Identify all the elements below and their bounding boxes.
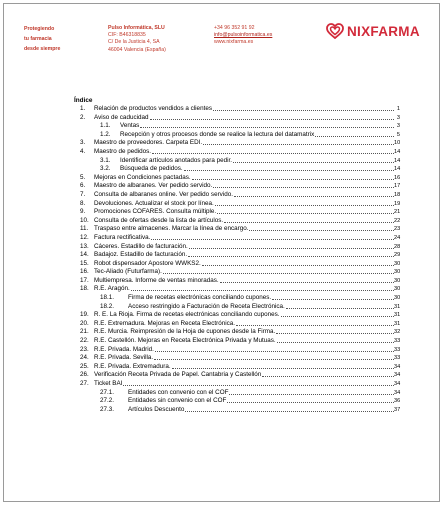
toc-entry[interactable] xyxy=(74,251,400,260)
toc-entry-number: 18.1. xyxy=(100,294,115,302)
toc-entry[interactable] xyxy=(74,328,400,337)
toc-entry[interactable] xyxy=(74,380,400,389)
contact-email-link[interactable]: info@pulsoinformatica.es xyxy=(214,32,273,39)
toc-entry[interactable] xyxy=(74,320,400,329)
toc-leader-dots xyxy=(163,273,394,274)
toc-entry[interactable] xyxy=(74,114,400,123)
toc-entry-number: 3.1. xyxy=(100,156,111,164)
toc-entry-number: 6. xyxy=(80,182,86,190)
toc-leader-dots xyxy=(123,385,394,386)
toc-entry[interactable] xyxy=(74,277,400,286)
toc-entry[interactable] xyxy=(74,191,400,200)
toc-entry-page: 30 xyxy=(394,286,401,293)
toc-entry-page: 30 xyxy=(394,277,401,284)
toc-entry-number: 16. xyxy=(80,268,89,276)
toc-entry-number: 2. xyxy=(80,113,86,121)
toc-leader-dots xyxy=(202,265,394,266)
toc-leader-dots xyxy=(272,299,394,300)
toc-entry-page: 18 xyxy=(394,191,401,198)
toc-entry[interactable] xyxy=(74,139,400,148)
toc-entry-number: 20. xyxy=(80,319,89,327)
toc-entry[interactable] xyxy=(74,157,400,166)
toc-leader-dots xyxy=(233,162,394,163)
toc-entry-title: Búsqueda de pedidos. xyxy=(120,165,183,173)
toc-entry-number: 26. xyxy=(80,371,89,379)
toc-entry[interactable] xyxy=(74,243,400,252)
company-city: 46004 Valencia (España) xyxy=(108,46,166,53)
toc-leader-dots xyxy=(140,127,394,128)
toc-entry-page: 34 xyxy=(394,363,401,370)
toc-entry-title: Identificar artículos anotados para pedir. xyxy=(120,156,233,164)
toc-entry-title: Entidades sin convenio con el COF xyxy=(128,397,227,405)
toc-leader-dots xyxy=(155,351,394,352)
toc-entry[interactable] xyxy=(74,148,400,157)
company-name: Pulso Informática, SLU xyxy=(108,25,165,31)
toc-entry-page: 10 xyxy=(394,140,401,147)
toc-leader-dots xyxy=(262,376,394,377)
toc-entry-number: 21. xyxy=(80,328,89,336)
toc-leader-dots xyxy=(150,119,394,120)
toc-leader-dots xyxy=(213,187,394,188)
toc-entry-number: 3. xyxy=(80,139,86,147)
toc-entry-page: 33 xyxy=(394,346,401,353)
toc-entry-number: 5. xyxy=(80,173,86,181)
toc-entry-number: 17. xyxy=(80,276,89,284)
toc-leader-dots xyxy=(229,394,394,395)
toc-leader-dots xyxy=(184,170,394,171)
toc-entry-number: 18.2. xyxy=(100,302,115,310)
company-cif: CIF: B46318835 xyxy=(108,32,146,39)
toc-entry-page: 14 xyxy=(394,166,401,173)
toc-entry-title: R.E. Privada. Madrid. xyxy=(94,345,154,353)
toc-leader-dots xyxy=(185,411,394,412)
toc-entry-title: R.E. Privada. Sevilla. xyxy=(94,354,154,362)
toc-entry-number: 23. xyxy=(80,345,89,353)
toc-leader-dots xyxy=(131,290,394,291)
toc-entry-title: Consulta de ofertas desde la lista de artículos. xyxy=(94,216,224,224)
toc-entry-number: 4. xyxy=(80,147,86,155)
toc-entry-page: 3 xyxy=(396,114,400,121)
toc-leader-dots xyxy=(217,213,394,214)
toc-entry-title: Acceso restringido a Facturación de Receta Electrónica. xyxy=(128,302,285,310)
toc-leader-dots xyxy=(213,110,394,111)
toc-entry-page: 23 xyxy=(394,226,401,233)
toc-entry-number: 8. xyxy=(80,199,86,207)
toc-entry-title: Badajoz. Estadillo de facturación. xyxy=(94,251,188,259)
toc-entry-page: 22 xyxy=(394,217,401,224)
toc-entry-number: 12. xyxy=(80,233,89,241)
toc-leader-dots xyxy=(172,368,394,369)
brand-name: NIXFARMA xyxy=(347,23,420,39)
toc-entry-title: Ventas xyxy=(120,122,140,130)
toc-entry-title: Ticket BAI xyxy=(94,380,123,387)
contact-phone: +34 96 352 91 92 xyxy=(214,25,255,31)
toc-entry-title: Maestro de pedidos. xyxy=(94,147,152,155)
toc-leader-dots xyxy=(151,239,394,240)
toc-leader-dots xyxy=(286,308,394,309)
toc-entry-page: 29 xyxy=(394,252,401,259)
toc-leader-dots xyxy=(215,205,394,206)
toc-entry-title: Consulta de albaranes online. Ver pedido servido. xyxy=(94,190,233,198)
toc-entry-page: 14 xyxy=(394,148,401,155)
toc-entry[interactable] xyxy=(74,406,400,415)
toc-entry-page: 30 xyxy=(394,260,401,267)
toc-entry[interactable] xyxy=(74,225,400,234)
toc-entry-number: 1.2. xyxy=(100,130,111,138)
contact-web: www.nixfarma.es xyxy=(214,39,254,46)
toc-entry-page: 37 xyxy=(394,406,401,413)
toc-entry[interactable] xyxy=(74,311,400,320)
contact-info xyxy=(214,25,272,47)
toc-entry-number: 27.1. xyxy=(100,388,115,396)
toc-entry[interactable] xyxy=(74,165,400,174)
toc-leader-dots xyxy=(281,316,394,317)
toc-leader-dots xyxy=(188,256,394,257)
toc-leader-dots xyxy=(277,342,394,343)
toc-entry-title: Factura rectificativa. xyxy=(94,233,151,241)
toc-entry-number: 13. xyxy=(80,242,89,250)
toc-entry[interactable] xyxy=(74,397,400,406)
tagline xyxy=(24,24,60,55)
toc-entry-title: R.E. Aragón. xyxy=(94,285,130,293)
toc-entry[interactable] xyxy=(74,363,400,372)
toc-entry[interactable] xyxy=(74,294,400,303)
toc-leader-dots xyxy=(276,333,394,334)
toc-leader-dots xyxy=(249,230,394,231)
toc-entry-page: 33 xyxy=(394,355,401,362)
toc-entry-title: Aviso de caducidad xyxy=(94,113,149,121)
toc-entry-title: Recepción y otros procesos donde se realice la lectura del datamatrix xyxy=(120,130,315,138)
toc-entry[interactable] xyxy=(74,389,400,398)
toc-leader-dots xyxy=(227,402,394,403)
toc-entry-title: R.E. Castellón. Mejoras en Receta Electrónica Privada y Mutuas. xyxy=(94,337,276,345)
toc-entry-page: 30 xyxy=(394,295,401,302)
toc-entry-page: 28 xyxy=(394,243,401,250)
toc-leader-dots xyxy=(192,179,394,180)
toc-entry-title: Traspaso entre almacenes. Marcar la línea de encargo. xyxy=(94,225,249,233)
toc-entry-number: 18. xyxy=(80,285,89,293)
toc-entry-title: Devoluciones. Actualizar el stock por línea. xyxy=(94,199,214,207)
toc-entry-page: 16 xyxy=(394,174,401,181)
toc-entry[interactable] xyxy=(74,346,400,355)
toc-entry-page: 34 xyxy=(394,381,401,387)
toc-leader-dots xyxy=(189,248,394,249)
toc-leader-dots xyxy=(224,222,394,223)
tagline-line-2: tu farmacia xyxy=(24,36,52,43)
toc-entry-title: Maestro de albaranes. Ver pedido servido. xyxy=(94,182,213,190)
toc-entry-title: R. E. La Rioja. Firma de recetas electrónicas conciliando cupones. xyxy=(94,311,280,319)
toc-entry-number: 14. xyxy=(80,251,89,259)
toc-entry-number: 3.2. xyxy=(100,165,111,173)
toc-entry[interactable] xyxy=(74,105,400,114)
toc-entry-number: 11. xyxy=(80,225,89,233)
tagline-line-1: Protegiendo xyxy=(24,26,55,32)
toc-entry[interactable] xyxy=(74,122,400,131)
toc-entry-number: 1.1. xyxy=(100,122,111,130)
document-page xyxy=(3,3,440,502)
toc-entry-number: 27.2. xyxy=(100,397,115,405)
toc-entry-title: Entidades con convenio con el COF xyxy=(128,388,229,396)
toc-entry-number: 1. xyxy=(80,105,86,112)
toc-entry[interactable] xyxy=(74,200,400,209)
toc-entry[interactable] xyxy=(74,371,400,380)
toc-entry-title: Verificación Receta Privada de Papel. Cantabria y Castellón xyxy=(94,371,262,379)
toc-entry[interactable] xyxy=(74,268,400,277)
toc-entry-page: 1 xyxy=(396,106,400,112)
toc-leader-dots xyxy=(154,359,394,360)
toc-entry-title: Artículos Descuento xyxy=(128,405,185,413)
toc-entry-page: 17 xyxy=(394,183,401,190)
toc-entry-page: 36 xyxy=(394,398,401,405)
toc-entry-title: R.E. Extremadura. Mejoras en Receta Electrónica. xyxy=(94,319,236,327)
toc-entry[interactable] xyxy=(74,208,400,217)
toc-entry-title: Promociones COFARES. Consulta múltiple. xyxy=(94,208,217,216)
toc-entry-title: Relación de productos vendidos a clientes xyxy=(94,105,212,112)
toc-entry-page: 34 xyxy=(394,372,401,379)
toc-leader-dots xyxy=(152,153,394,154)
toc-entry[interactable] xyxy=(74,174,400,183)
toc-entry-number: 24. xyxy=(80,354,89,362)
toc-entry-number: 7. xyxy=(80,190,86,198)
toc-entry-page: 31 xyxy=(394,312,401,319)
toc-entry-page: 24 xyxy=(394,234,401,241)
toc-entry-title: Multiempresa. Informe de ventas minoradas. xyxy=(94,276,219,284)
toc-entry[interactable] xyxy=(74,217,400,226)
toc-entry-title: Firma de recetas electrónicas conciliando cupones. xyxy=(128,294,272,302)
toc-entry-title: R.E. Privada. Extremadura. xyxy=(94,362,171,370)
toc-entry-number: 10. xyxy=(80,216,89,224)
toc-entry-page: 21 xyxy=(394,209,401,216)
toc-entry-title: Cáceres. Estadillo de facturación. xyxy=(94,242,188,250)
toc-entry-number: 15. xyxy=(80,259,89,267)
toc-entries xyxy=(74,105,400,414)
toc-leader-dots xyxy=(220,282,394,283)
company-info xyxy=(108,25,166,54)
toc-entry[interactable] xyxy=(74,354,400,363)
toc-entry-page: 3 xyxy=(396,123,400,130)
toc-entry-page: 5 xyxy=(396,131,400,138)
toc-entry-page: 19 xyxy=(394,200,401,207)
nixfarma-logo xyxy=(326,22,420,40)
toc-entry-page: 32 xyxy=(394,329,401,336)
toc-entry-number: 27. xyxy=(80,380,89,387)
toc-entry[interactable] xyxy=(74,234,400,243)
toc-entry[interactable] xyxy=(74,131,400,140)
toc-entry-number: 9. xyxy=(80,208,86,216)
toc-entry[interactable] xyxy=(74,285,400,294)
toc-entry-number: 22. xyxy=(80,337,89,345)
company-street: C/ De la Justicia 4, SA xyxy=(108,39,160,46)
toc-entry-title: Maestro de proveedores. Carpeta EDI. xyxy=(94,139,203,147)
toc-entry-title: R.E. Murcia. Reimpresión de la Hoja de cupones desde la Firma. xyxy=(94,328,276,336)
toc-entry-page: 33 xyxy=(394,338,401,345)
toc-entry[interactable] xyxy=(74,260,400,269)
toc-entry[interactable] xyxy=(74,182,400,191)
toc-entry-number: 27.3. xyxy=(100,405,115,413)
toc-title: Índice xyxy=(74,97,93,104)
toc-entry[interactable] xyxy=(74,303,400,312)
toc-entry-page: 14 xyxy=(394,157,401,164)
toc-entry-page: 31 xyxy=(394,320,401,327)
tagline-line-3: desde siempre xyxy=(24,46,61,53)
toc-entry-number: 25. xyxy=(80,362,89,370)
toc-leader-dots xyxy=(315,136,394,137)
toc-entry-title: Robot dispensador Apostore WWKS2. xyxy=(94,259,201,267)
toc-leader-dots xyxy=(234,196,394,197)
toc-entry-number: 19. xyxy=(80,311,89,319)
toc-entry[interactable] xyxy=(74,337,400,346)
table-of-contents xyxy=(74,96,400,414)
toc-entry-page: 34 xyxy=(394,389,401,396)
toc-leader-dots xyxy=(236,325,394,326)
toc-leader-dots xyxy=(203,144,394,145)
toc-entry-page: 30 xyxy=(394,269,401,276)
heart-icon xyxy=(326,23,344,39)
toc-entry-title: Mejoras en Condiciones pactadas. xyxy=(94,173,191,181)
toc-entry-title: Tec-Aliado (Futurfarma). xyxy=(94,268,162,276)
toc-entry-page: 31 xyxy=(394,303,401,310)
